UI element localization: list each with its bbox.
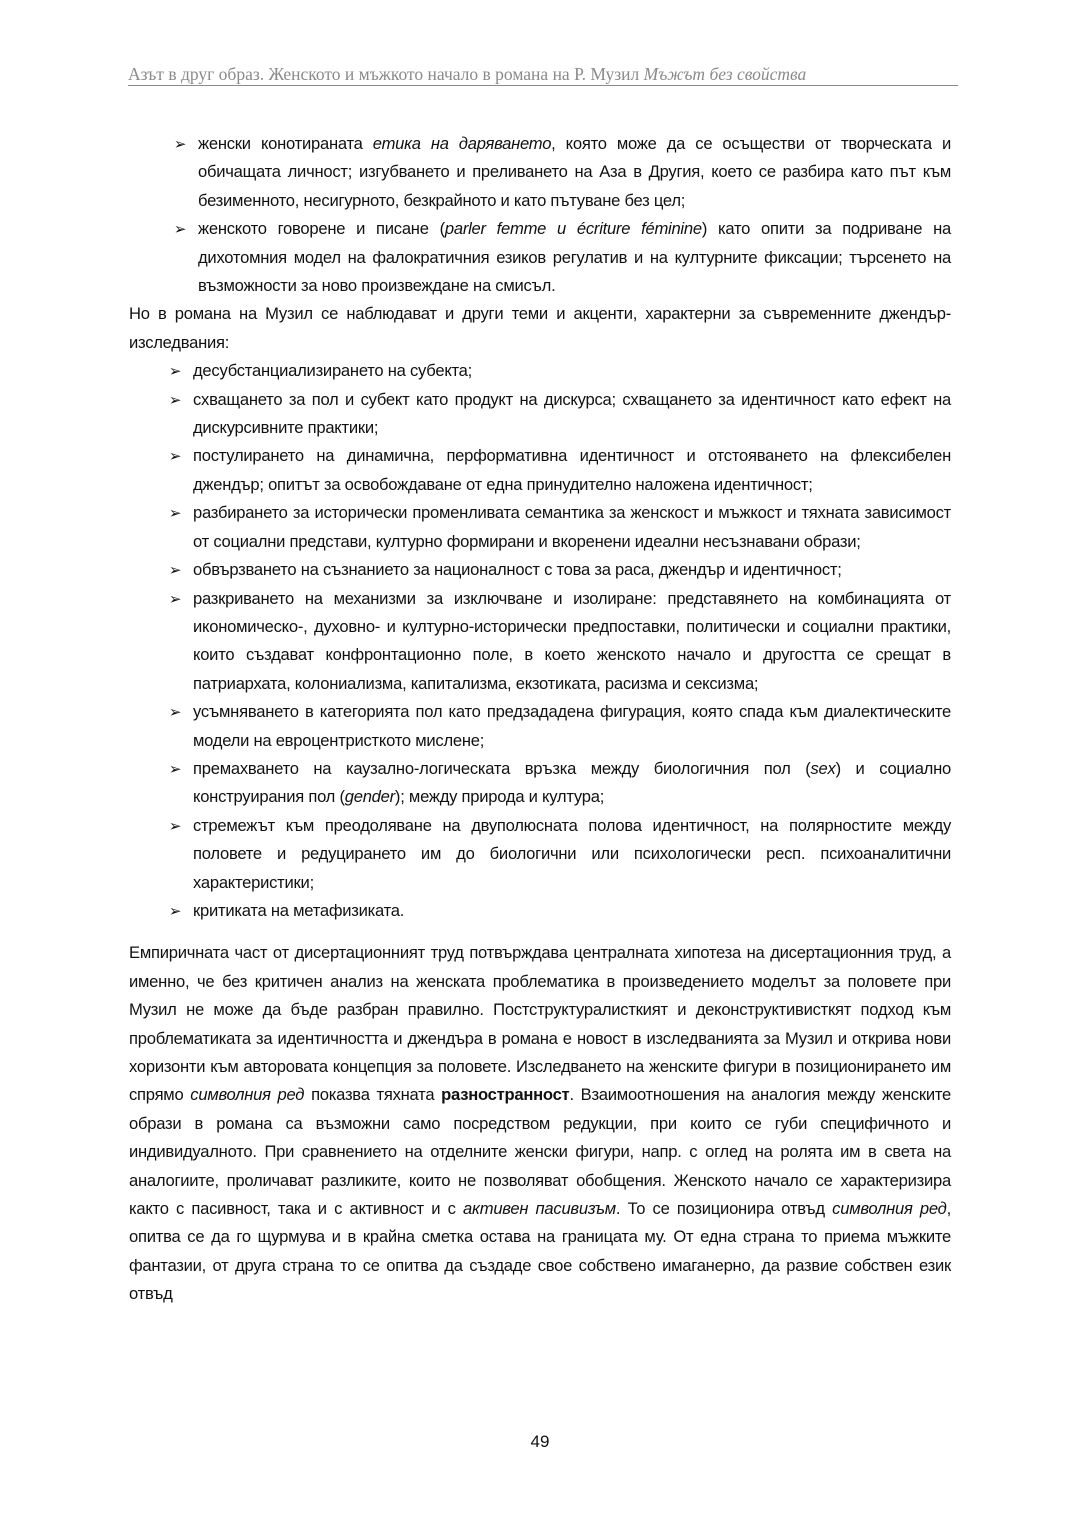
list-item: ➢ стремежът към преодоляване на двуполюсната полова идентичност, на полярностите между половете и редуцирането им до биологични или психологически респ. психоаналитични характеристики; xyxy=(193,812,951,897)
arrow-bullet-icon: ➢ xyxy=(173,135,187,153)
conclusion-paragraph: Емпиричната част от дисертационният труд потвърждава централната хипотеза на дисертационния труд, а именно, че без критичен анализ на женската проблематика в произведението моделът за половете при Музил не може да бъде разбран правилно. Постструктуралисткият и деконструктивисткят подход към проблематиката за идентичността и джендъра в романа е новост в изследванията за Музил и открива нови хоризонти към авторовата концепция за половете. Изследването на женските фигури в позиционирането им спрямо символния ред показва тяхната разностранност. Взаимоотношения на аналогия между женските образи в романа са възможни само посредством редукции, при които се губи специфичното и индивидуалното. При сравнението на отделните женски фигури, напр. с оглед на ролята им в света на аналогиите, проличават разликите, които не позволяват обобщения. Женското начало се характеризира както с пасивност, така и с активност и с активен пасивизъм. То се позиционира отвъд символния ред, опитва се да го щурмува и в крайна сметка остава на границата му. От една страна то приема мъжките фантазии, от друга страна то се опитва да създаде свое собствено имаганерно, да развие собствен език отвъд xyxy=(129,943,952,1304)
list-item: ➢ обвързването на съзнанието за националност с това за раса, джендър и идентичност; xyxy=(193,556,951,584)
arrow-bullet-icon: ➢ xyxy=(168,589,182,608)
intro-paragraph: Но в романа на Музил се наблюдават и други теми и акценти, характерни за съвременните джендър-изследвания: xyxy=(129,304,951,352)
list-item: ➢ разбирането за исторически променливата семантика за женскост и мъжкост и тяхната зависимост от социални представи, културно формирани и вкоренени идеални несъзнавани образи; xyxy=(193,499,951,556)
list-item: ➢ женското говорене и писане (parler femme и écriture féminine) като опити за подриване на дихотомния модел на фалократичния езиков регулатив и на културните фиксации; търсенето на възможности за ново произвеждане на смисъл. xyxy=(198,215,951,300)
list-item: ➢ десубстанциализирането на субекта; xyxy=(193,357,951,385)
page-number: 49 xyxy=(530,1432,550,1451)
running-header xyxy=(128,64,958,86)
body-text xyxy=(129,130,951,1309)
list-item: ➢ схващането за пол и субект като продукт на дискурса; схващането за идентичност като ефект на дискурсивните практики; xyxy=(193,386,951,443)
list-item: ➢ постулирането на динамична, перформативна идентичност и отстояването на флексибелен джендър; опитът за освобождаване от една принудително наложена идентичност; xyxy=(193,442,951,499)
arrow-bullet-icon: ➢ xyxy=(168,703,182,722)
arrow-bullet-icon: ➢ xyxy=(168,759,182,778)
list-item: ➢ женски конотираната етика на даряването, която може да се осъществи от творческата и обичащата личност; изгубването и преливането на Аза в Другия, което се разбира като път към безименното, несигурното, безкрайното и като пътуване без цел; xyxy=(198,130,951,215)
header-book-title: Мъжът без свойства xyxy=(643,64,807,84)
arrow-bullet-icon: ➢ xyxy=(168,901,182,920)
header-title: Азът в друг образ. Женското и мъжкото начало в романа на Р. Музил xyxy=(128,64,644,84)
arrow-bullet-icon: ➢ xyxy=(173,220,187,239)
arrow-bullet-icon: ➢ xyxy=(168,561,182,580)
main-bullet-list xyxy=(129,357,951,925)
list-item: ➢ усъмняването в категорията пол като предзададена фигурация, която спада към диалектическите модели на евроцентристкото мислене; xyxy=(193,698,951,755)
arrow-bullet-icon: ➢ xyxy=(168,362,182,381)
list-item: ➢ премахването на каузално-логическата връзка между биологичния пол (sex) и социално конструирания пол (gender); между природа и култура; xyxy=(193,755,951,812)
arrow-bullet-icon: ➢ xyxy=(168,504,182,523)
list-item: ➢ критиката на метафизиката. xyxy=(193,897,951,925)
top-bullet-list xyxy=(129,130,951,300)
paragraph-spacer xyxy=(129,925,951,939)
arrow-bullet-icon: ➢ xyxy=(168,447,182,466)
list-item: ➢ разкриването на механизми за изключване и изолиране: представянето на комбинацията от икономическо-, духовно- и културно-исторически предпоставки, политически и социални практики, които създават конфронтационно поле, в което женското начало и другостта се срещат в патриархата, колониализма, капитализма, екзотиката, расизма и сексизма; xyxy=(193,585,951,699)
arrow-bullet-icon: ➢ xyxy=(168,390,182,409)
arrow-bullet-icon: ➢ xyxy=(168,816,182,835)
